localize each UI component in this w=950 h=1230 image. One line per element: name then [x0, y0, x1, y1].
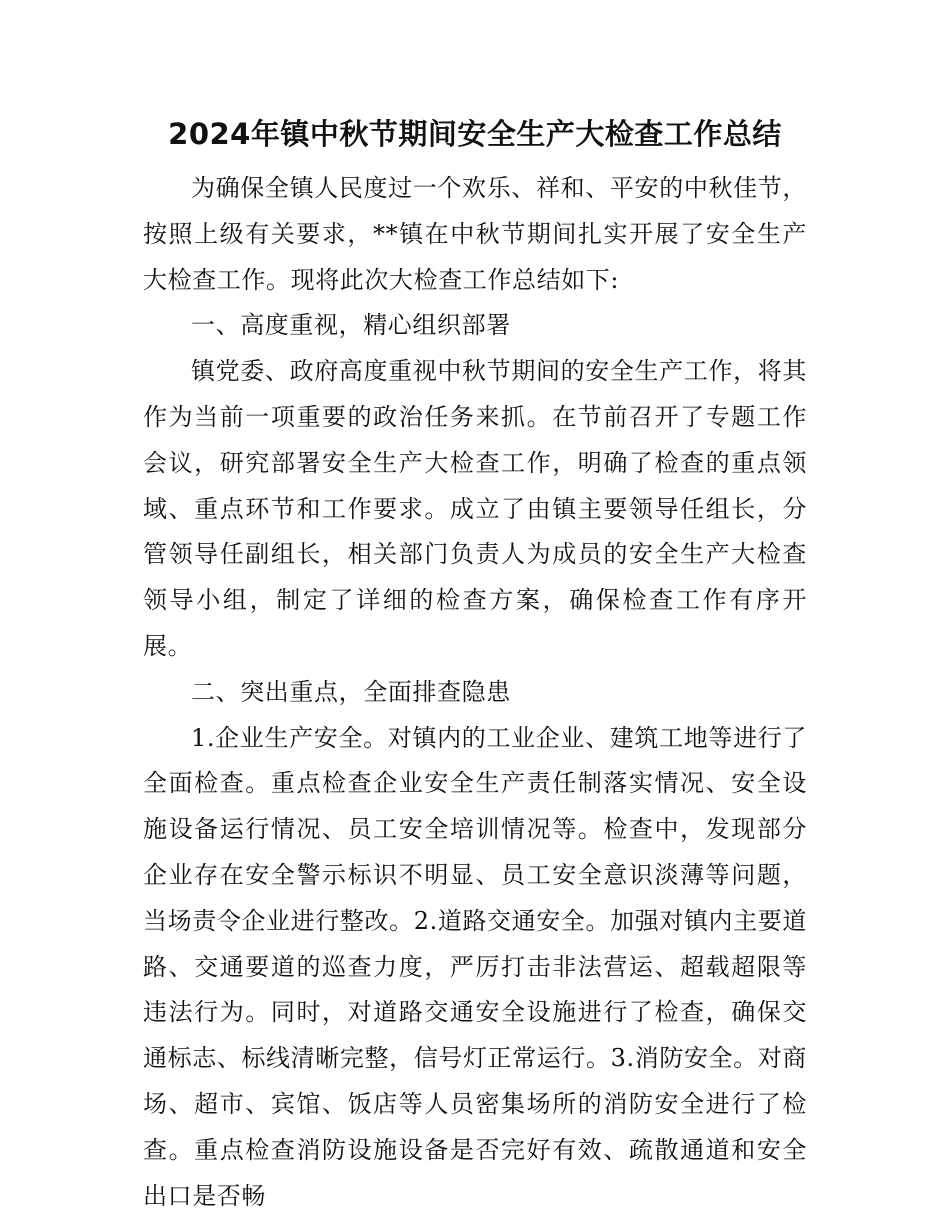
intro-paragraph: 为确保全镇人民度过一个欢乐、祥和、平安的中秋佳节，按照上级有关要求，**镇在中秋节期间扎实开展了安全生产大检查工作。现将此次大检查工作总结如下:	[143, 174, 807, 294]
document-title: 2024年镇中秋节期间安全生产大检查工作总结	[168, 117, 782, 151]
section-heading-2: 二、突出重点，全面排查隐患	[191, 677, 511, 706]
section-heading-1: 一、高度重视，精心组织部署	[191, 311, 511, 340]
section-1-paragraph: 镇党委、政府高度重视中秋节期间的安全生产工作，将其作为当前一项重要的政治任务来抓。在节前召开了专题工作会议，研究部署安全生产大检查工作，明确了检查的重点领域、重点环节和工作要求。成立了由镇主要领导任组长，分管领导任副组长，相关部门负责人为成员的安全生产大检查领导小组，制定了详细的检查方案，确保检查工作有序开展。	[143, 357, 807, 660]
section-2-paragraph: 1.企业生产安全。对镇内的工业企业、建筑工地等进行了全面检查。重点检查企业安全生产责任制落实情况、安全设施设备运行情况、员工安全培训情况等。检查中，发现部分企业存在安全警示标识不明显、员工安全意识淡薄等问题，当场责令企业进行整改。2.道路交通安全。加强对镇内主要道路、交通要道的巡查力度，严厉打击非法营运、超载超限等违法行为。同时，对道路交通安全设施进行了检查，确保交通标志、标线清晰完整，信号灯正常运行。3.消防安全。对商场、超市、宾馆、饭店等人员密集场所的消防安全进行了检查。重点检查消防设施设备是否完好有效、疏散通道和安全出口是否畅	[143, 723, 807, 1210]
document-body	[143, 166, 807, 1219]
